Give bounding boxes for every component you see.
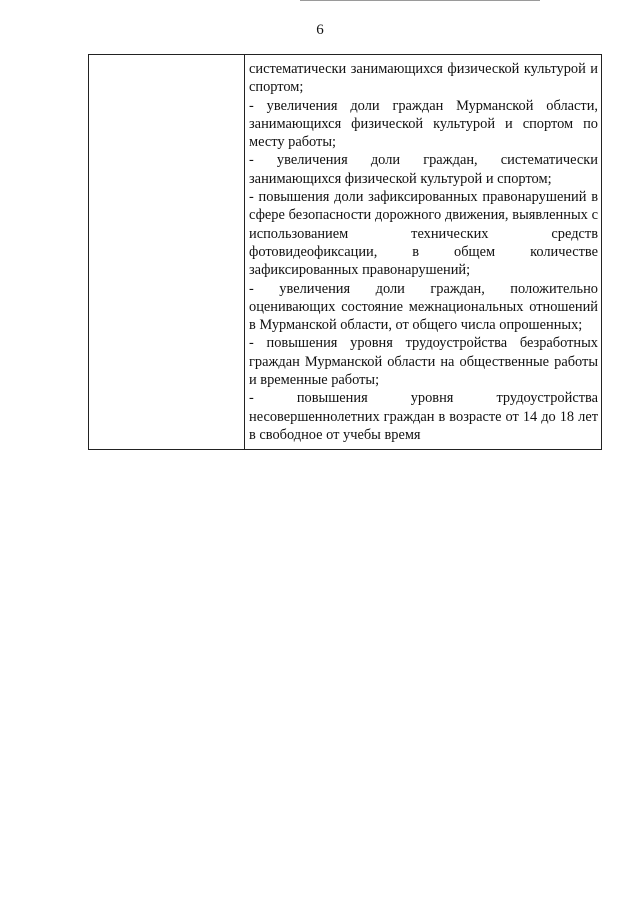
left-cell <box>89 55 245 450</box>
list-item: - увеличения доли граждан Мурманской области, занимающихся физической культурой и спортом по месту работы; <box>249 97 598 151</box>
left-cell-text <box>89 55 244 65</box>
list-item: - повышения уровня трудоустройства несовершеннолетних граждан в возрасте от 14 до 18 лет в свободное от учебы время <box>249 390 598 443</box>
list-item: - повышения доли зафиксированных правонарушений в сфере безопасности дорожного движения, выявленных с использованием технических средств фотовидеофиксации, в общем количестве зафиксированных правонарушений; <box>249 189 598 279</box>
right-cell-text <box>245 55 601 449</box>
top-scan-rule <box>300 0 540 1</box>
table-row <box>89 55 602 450</box>
list-item: - увеличения доли граждан, положительно оценивающих состояние межнациональных отношений в Мурманской области, от общего числа опрошенных; <box>249 280 598 334</box>
right-cell <box>245 55 602 450</box>
indicators-table <box>88 54 602 450</box>
list-item: систематически занимающихся физической культурой и спортом; <box>249 61 598 96</box>
page-number: 6 <box>316 22 324 38</box>
list-item: - увеличения доли граждан, систематически занимающихся физической культурой и спортом; <box>249 152 598 187</box>
list-item: - повышения уровня трудоустройства безработных граждан Мурманской области на общественные работы и временные работы; <box>249 335 598 389</box>
